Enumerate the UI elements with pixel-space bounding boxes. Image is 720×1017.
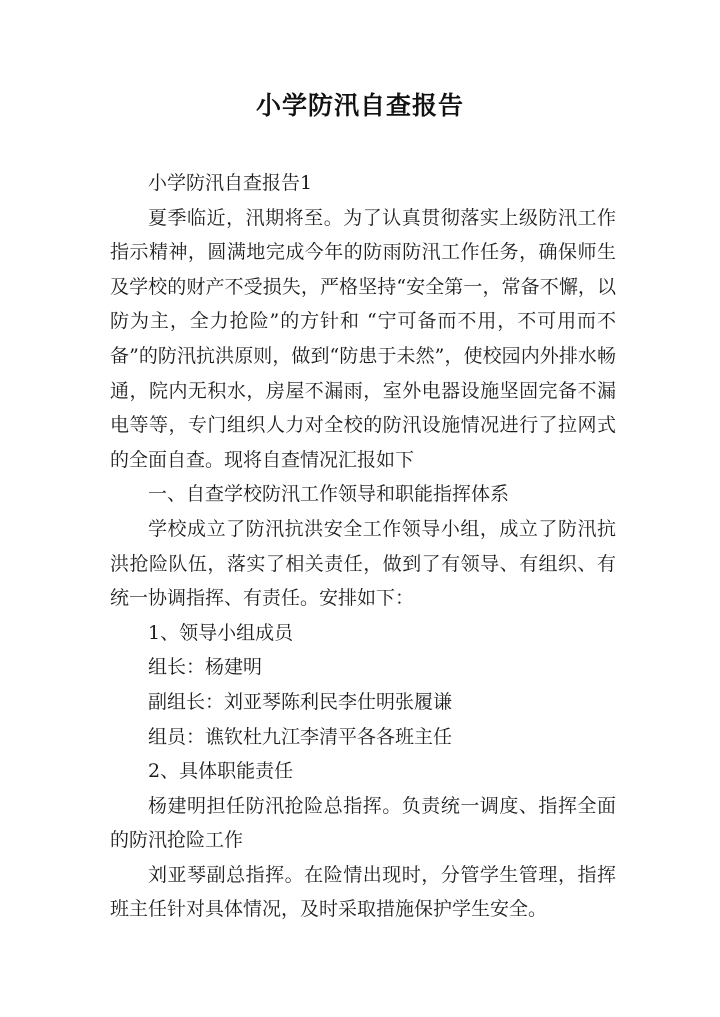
member-leader: 组长：杨建明 (148, 656, 263, 679)
paragraph-duty-commander: 杨建明担任防汛抢险总指挥。负责统一调度、指挥全面的防汛抢险工作 (110, 794, 616, 852)
paragraph-duty-deputy: 刘亚琴副总指挥。在险情出现时，分管学生管理，指挥班主任针对具体情况，及时采取措施保护学生安全。 (110, 863, 616, 921)
section-heading-1: 一、自查学校防汛工作领导和职能指挥体系 (148, 483, 510, 506)
member-deputies: 副组长：刘亚琴陈利民李仕明张履谦 (148, 690, 453, 713)
paragraph-subtitle: 小学防汛自查报告1 (148, 172, 313, 194)
document-title: 小学防汛自查报告 (255, 91, 464, 120)
list-heading-members: 1、领导小组成员 (148, 621, 294, 644)
paragraph-intro: 夏季临近，汛期将至。为了认真贯彻落实上级防汛工作指示精神，圆满地完成今年的防雨防汛工作任务，确保师生及学校的财产不受损失，严格坚持“安全第一，常备不懈，以防为主，全力抢险”的方针和 “宁可备而不用，不可用而不备”的防汛抗洪原则，做到“防患于未然”，使校园内外排水畅通，院内无积水，房屋不漏雨，室外电器设施坚固完备不漏电等等，专门组织人力对全校的防汛设施情况进行了拉网式的全面自查。现将自查情况汇报如下 (110, 206, 616, 471)
member-team: 组员：谯钦杜九江李清平各各班主任 (148, 725, 453, 748)
list-heading-duties: 2、具体职能责任 (148, 760, 294, 783)
paragraph-team: 学校成立了防汛抗洪安全工作领导小组，成立了防汛抗洪抢险队伍，落实了相关责任，做到了有领导、有组织、有统一协调指挥、有责任。安排如下： (110, 517, 616, 610)
document-body (110, 166, 616, 927)
